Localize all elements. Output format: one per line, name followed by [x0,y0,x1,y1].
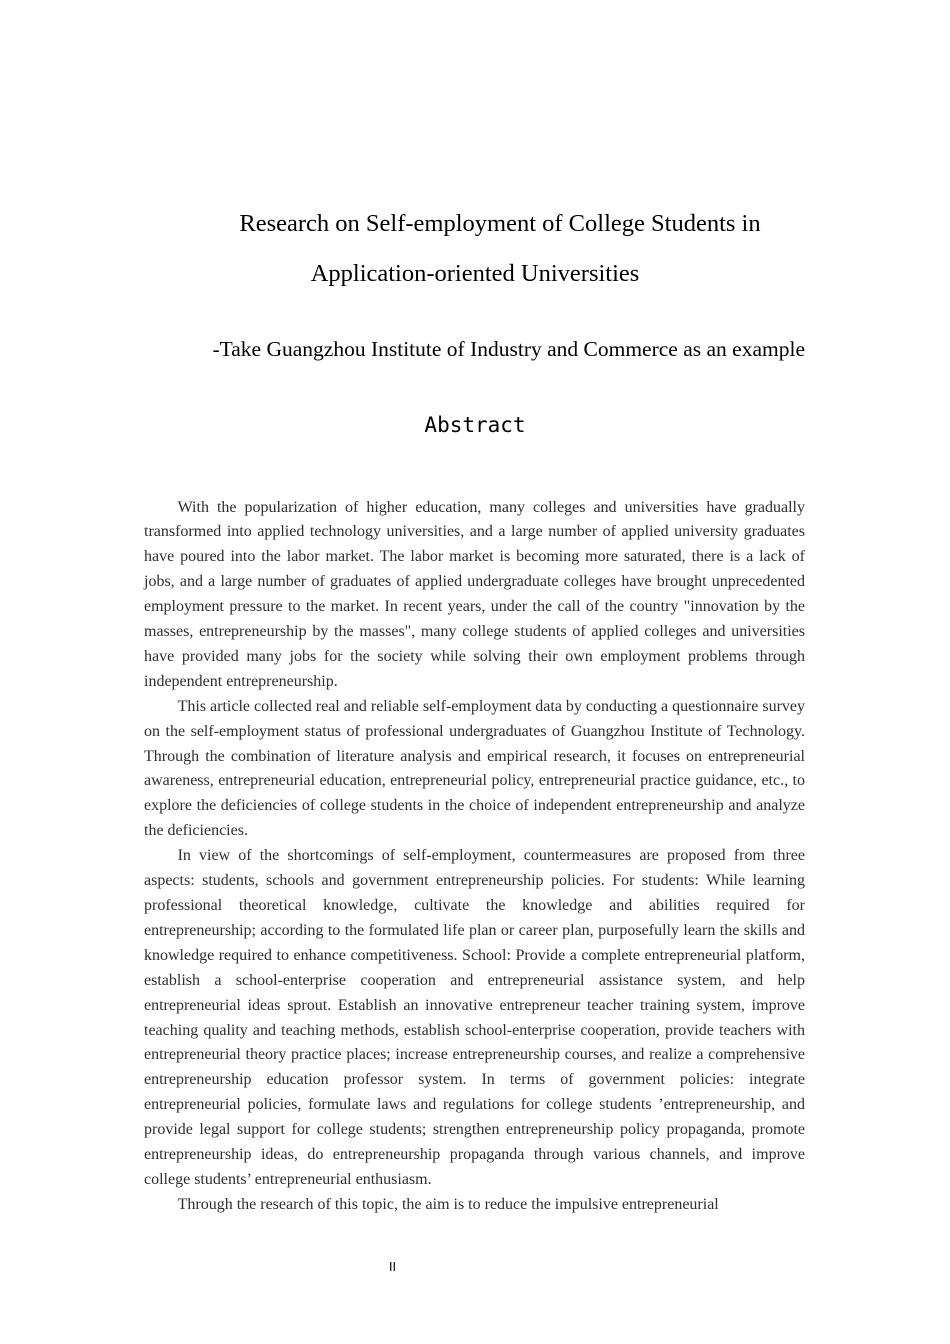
abstract-paragraph-1: With the popularization of higher education, many colleges and universities have gradually transformed into applied technology universities, and a large number of applied university graduates have poured into the labor market. The labor market is becoming more saturated, there is a lack of jobs, and a large number of graduates of applied undergraduate colleges have brought unprecedented employment pressure to the market. In recent years, under the call of the country "innovation by the masses, entrepreneurship by the masses", many college students of applied colleges and universities have provided many jobs for the society while solving their own employment problems through independent entrepreneurship. [144,498,805,690]
abstract-paragraph-3: In view of the shortcomings of self-employment, countermeasures are proposed from three aspects: students, schools and government entrepreneurship policies. For students: While learning professional theoretical knowledge, cultivate the knowledge and abilities required for entrepreneurship; according to the formulated life plan or career plan, purposefully learn the skills and knowledge required to enhance competitiveness. School: Provide a complete entrepreneurial platform, establish a school-enterprise cooperation and entrepreneurial assistance system, and help entrepreneurial ideas sprout. Establish an innovative entrepreneur teacher training system, improve teaching quality and teaching methods, establish school-enterprise cooperation, provide teachers with entrepreneurial theory practice places; increase entrepreneurship courses, and realize a comprehensive entrepreneurship education professor system. In terms of government policies: integrate entrepreneurial policies, formulate laws and regulations for college students ’entrepreneurship, and provide legal support for college students; strengthen entrepreneurship policy propaganda, promote entrepreneurship ideas, do entrepreneurship propaganda through various channels, and improve college students’ entrepreneurial enthusiasm. [144,847,805,1188]
page-number: II [389,1260,397,1274]
subtitle: -Take Guangzhou Institute of Industry and Commerce as an example [212,337,805,361]
abstract-body [144,496,805,1218]
title-line-1: Research on Self-employment of College Students in [239,210,761,237]
abstract-paragraph-2: This article collected real and reliable self-employment data by conducting a questionnaire survey on the self-employment status of professional undergraduates of Guangzhou Institute of Technology. Through the combination of literature analysis and empirical research, it focuses on entrepreneurial awareness, entrepreneurial education, entrepreneurial policy, entrepreneurial practice guidance, etc., to explore the deficiencies of college students in the choice of independent entrepreneurship and analyze the deficiencies. [144,697,805,840]
abstract-heading: Abstract [424,413,526,437]
abstract-paragraph-4: Through the research of this topic, the aim is to reduce the impulsive entrepreneurial [177,1195,719,1213]
title-line-2: Application-oriented Universities [310,260,640,287]
